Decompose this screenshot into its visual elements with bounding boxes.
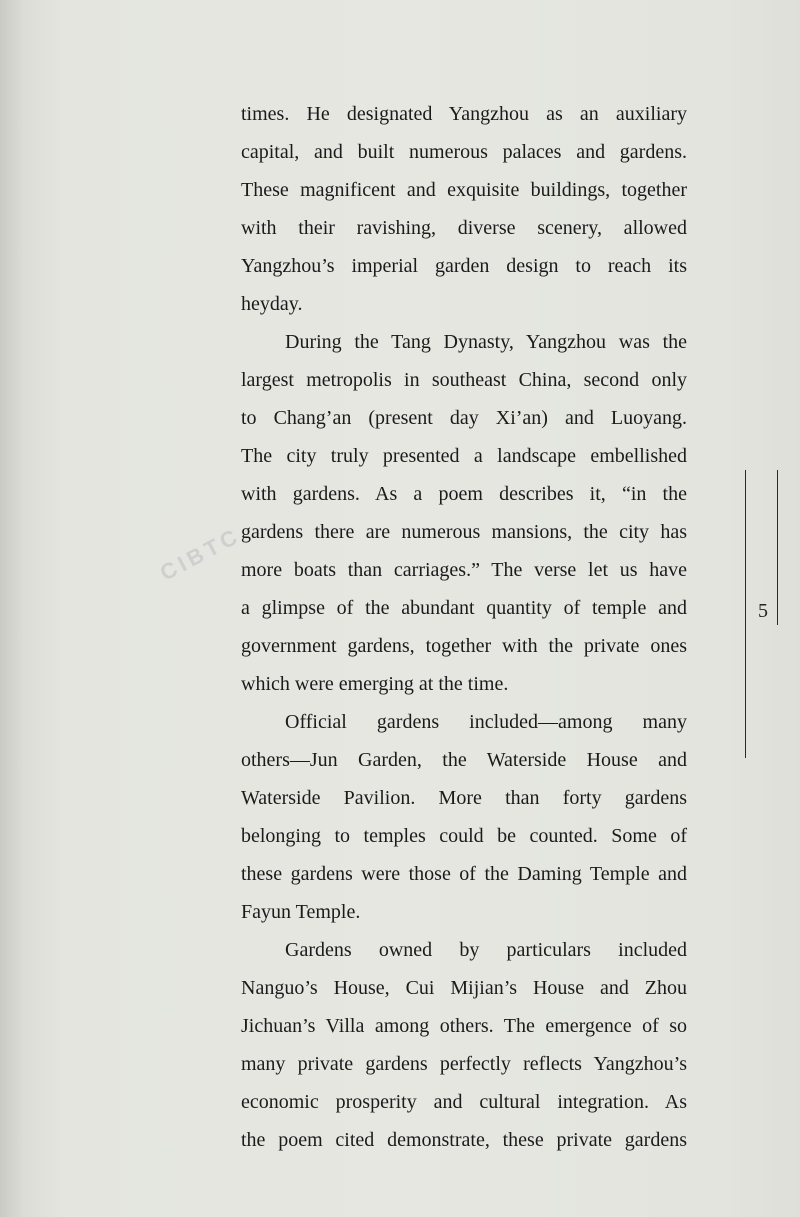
text-line: gardens there are numerous mansions, the city has — [241, 521, 687, 543]
text-line: government gardens, together with the private ones — [241, 635, 687, 657]
text-line: belonging to temples could be counted. Some of — [241, 825, 687, 847]
text-line: Jichuan’s Villa among others. The emergence of so — [241, 1015, 687, 1037]
text-line: Yangzhou’s imperial garden design to reach its — [241, 255, 687, 277]
watermark: CIBTC — [155, 522, 245, 586]
text-line: which were emerging at the time. — [241, 673, 509, 695]
text-line: a glimpse of the abundant quantity of temple and — [241, 597, 687, 619]
text-line: Waterside Pavilion. More than forty gardens — [241, 787, 687, 809]
paragraph-3 — [241, 703, 687, 931]
text-line: heyday. — [241, 293, 303, 315]
text-line: with their ravishing, diverse scenery, allowed — [241, 217, 687, 239]
paragraph-2 — [241, 323, 687, 703]
text-line: to Chang’an (present day Xi’an) and Luoyang. — [241, 407, 687, 429]
page-number: 5 — [758, 600, 768, 622]
text-line: capital, and built numerous palaces and gardens. — [241, 141, 687, 163]
text-line: others—Jun Garden, the Waterside House and — [241, 749, 687, 771]
body-text — [241, 95, 687, 1159]
text-line: Official gardens included—among many — [285, 711, 687, 733]
text-line: largest metropolis in southeast China, second only — [241, 369, 687, 391]
paragraph-4 — [241, 931, 687, 1159]
text-line: Nanguo’s House, Cui Mijian’s House and Zhou — [241, 977, 687, 999]
text-line: more boats than carriages.” The verse let us have — [241, 559, 687, 581]
margin-rule — [745, 470, 746, 758]
text-line: The city truly presented a landscape embellished — [241, 445, 687, 467]
text-line: times. He designated Yangzhou as an auxiliary — [241, 103, 687, 125]
text-line: these gardens were those of the Daming Temple and — [241, 863, 687, 885]
paragraph-1 — [241, 95, 687, 323]
text-line: Gardens owned by particulars included — [285, 939, 687, 961]
text-line: the poem cited demonstrate, these private gardens — [241, 1129, 687, 1151]
text-line: These magnificent and exquisite buildings, together — [241, 179, 687, 201]
text-line: with gardens. As a poem describes it, “in the — [241, 483, 687, 505]
margin-rule-right — [777, 470, 778, 625]
text-line: many private gardens perfectly reflects Yangzhou’s — [241, 1053, 687, 1075]
text-line: During the Tang Dynasty, Yangzhou was the — [285, 331, 687, 353]
text-line: Fayun Temple. — [241, 901, 361, 923]
text-line: economic prosperity and cultural integration. As — [241, 1091, 687, 1113]
